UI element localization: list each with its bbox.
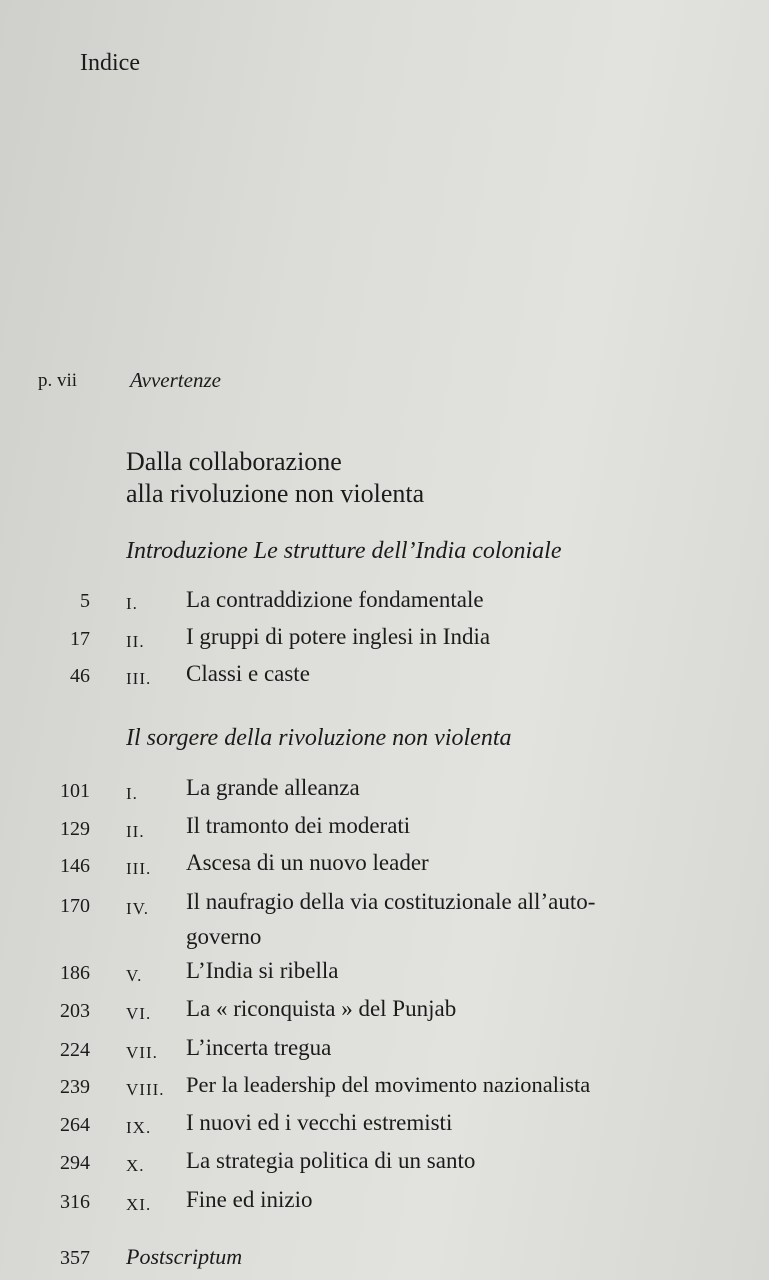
entry-number: II. — [126, 632, 145, 651]
part-title-line-1: Dalla collaborazione — [126, 447, 342, 476]
entry-number: XI. — [126, 1195, 152, 1214]
warnings-page: p. vii — [38, 370, 78, 391]
entry-page: 294 — [60, 1152, 90, 1174]
postscript-page: 357 — [60, 1247, 90, 1269]
section-heading-rivoluzione: Il sorgere della rivoluzione non violenta — [126, 725, 512, 751]
entry-number: VIII. — [126, 1080, 165, 1099]
entry-page: 5 — [80, 590, 90, 612]
entry-number: V. — [126, 966, 143, 985]
section-heading-introduction: Introduzione Le strutture dell’India coloniale — [126, 538, 562, 564]
postscript-label: Postscriptum — [126, 1244, 243, 1269]
entry-number: IV. — [126, 899, 149, 918]
entry-page: 186 — [60, 962, 90, 984]
entry-title: La grande alleanza — [186, 775, 360, 800]
entry-title: Ascesa di un nuovo leader — [186, 850, 429, 875]
entry-title: L’India si ribella — [186, 958, 339, 983]
entry-number: III. — [126, 859, 152, 878]
entry-page: 239 — [60, 1076, 90, 1098]
entry-title: Fine ed inizio — [186, 1187, 313, 1212]
entry-number: I. — [126, 784, 138, 803]
warnings-label: Avvertenze — [130, 368, 221, 392]
entry-page: 129 — [60, 818, 90, 840]
entry-number: III. — [126, 669, 152, 688]
entry-number: X. — [126, 1156, 145, 1175]
entry-title: Il naufragio della via costituzionale all’auto- — [186, 889, 596, 914]
entry-page: 101 — [60, 780, 90, 802]
entry-number: IX. — [126, 1118, 152, 1137]
entry-page: 316 — [60, 1191, 90, 1213]
entry-title: Il tramonto dei moderati — [186, 813, 411, 838]
entry-number: II. — [126, 822, 145, 841]
entry-title: La « riconquista » del Punjab — [186, 996, 457, 1021]
entry-title: Classi e caste — [186, 661, 310, 686]
entry-title: La contraddizione fondamentale — [186, 587, 484, 612]
entry-page: 264 — [60, 1114, 90, 1136]
page-header: Indice — [80, 50, 140, 76]
part-title-line-2: alla rivoluzione non violenta — [126, 479, 425, 508]
entry-title: I gruppi di potere inglesi in India — [186, 624, 491, 649]
entry-title: Per la leadership del movimento nazionalista — [186, 1072, 591, 1097]
entry-page: 146 — [60, 855, 90, 877]
entry-page: 46 — [70, 665, 90, 687]
entry-title-continuation: governo — [186, 924, 262, 949]
entry-title: I nuovi ed i vecchi estremisti — [186, 1110, 453, 1135]
entry-number: I. — [126, 594, 138, 613]
entry-page: 17 — [70, 628, 90, 650]
entry-title: L’incerta tregua — [186, 1035, 332, 1060]
entry-page: 170 — [60, 895, 90, 917]
entry-page: 224 — [60, 1039, 90, 1061]
entry-number: VI. — [126, 1004, 152, 1023]
entry-page: 203 — [60, 1000, 90, 1022]
entry-number: VII. — [126, 1043, 158, 1062]
entry-title: La strategia politica di un santo — [186, 1148, 476, 1173]
